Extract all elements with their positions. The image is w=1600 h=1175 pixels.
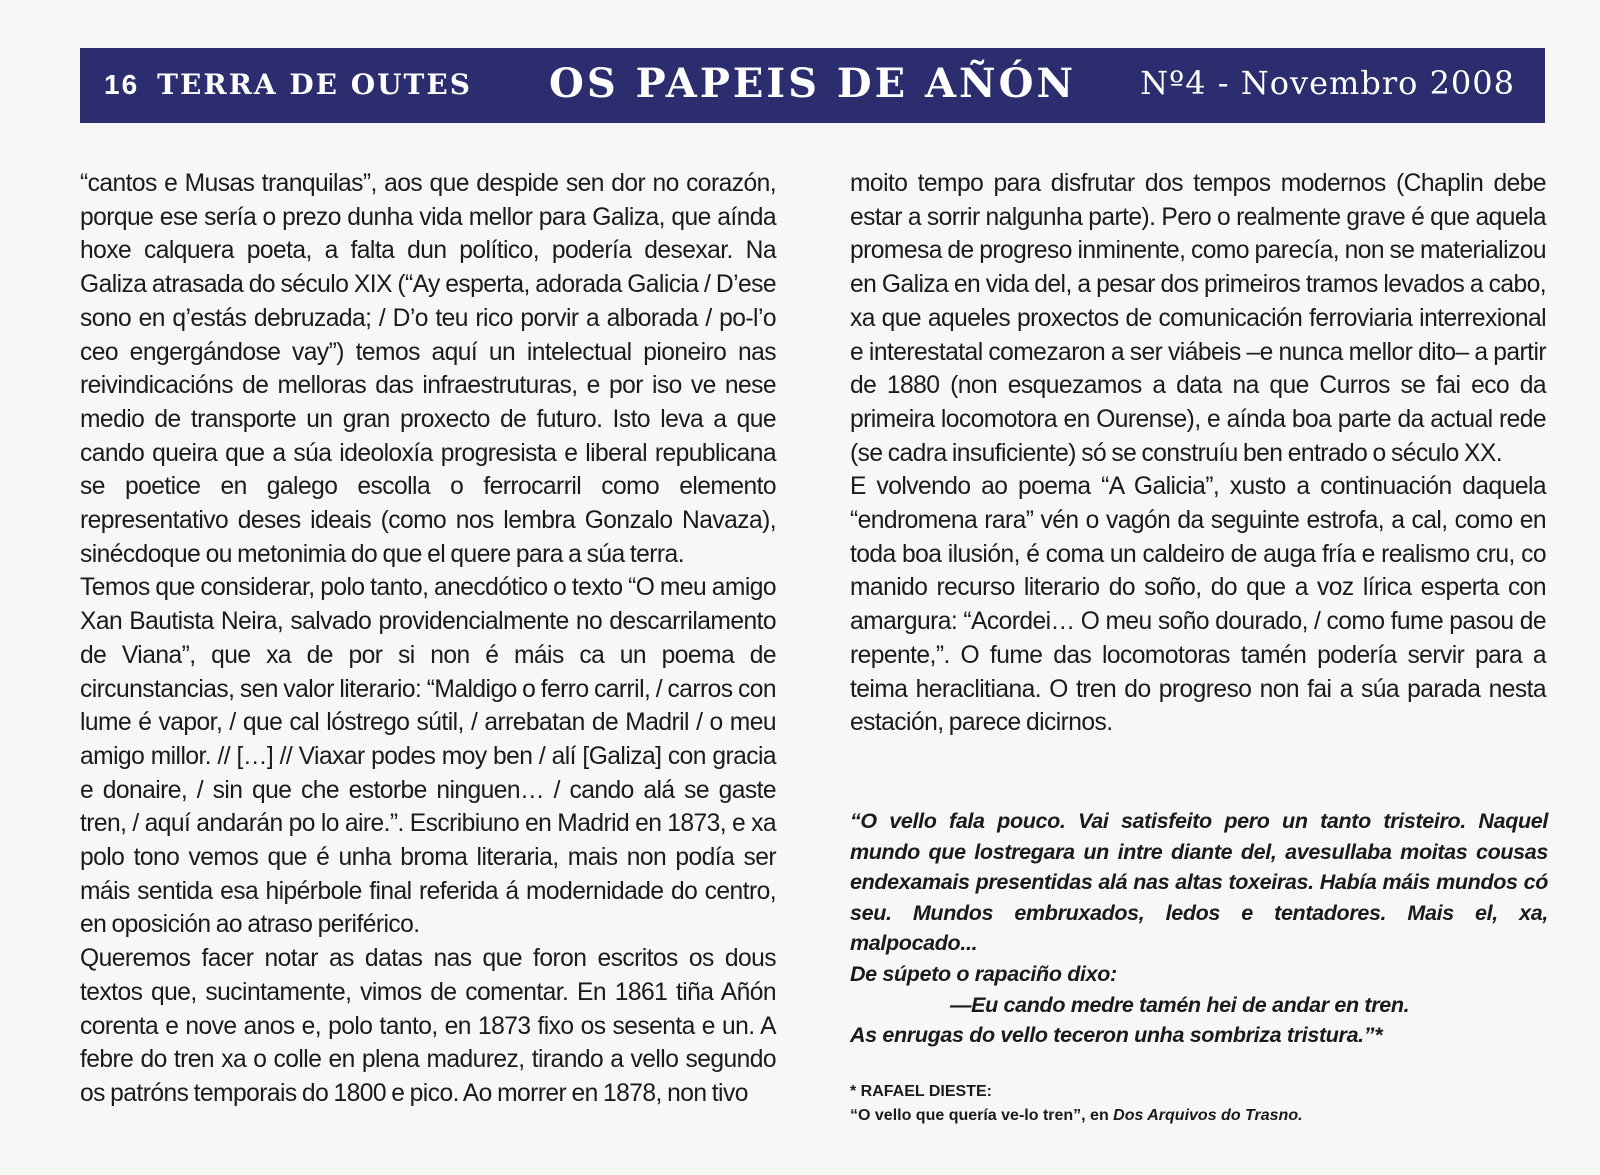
quote-block <box>850 806 1548 1051</box>
footnote-author: * RAFAEL DIESTE: <box>850 1083 992 1100</box>
right-column <box>850 167 1546 740</box>
publication-title: OS PAPEIS DE AÑÓN <box>548 60 1077 107</box>
paragraph: Queremos facer notar as datas nas que foron escritos os dous textos que, sucintamente, vimos de comentar. En 1861 tiña Añón corenta e nove anos e, polo tanto, en 1873 fixo os sesenta e un. A febre do tren xa o colle en plena madurez, tirando a vello segundo os patróns temporais do 1800 e pico. Ao morrer en 1878, non tivo <box>80 945 776 1107</box>
paragraph: “cantos e Musas tranquilas”, aos que despide sen dor no corazón, porque ese sería o prezo dunha vida mellor para Galiza, que aínda hoxe calquera poeta, a falta dun político, podería desexar. Na Galiza atrasada do século XIX (“Ay esperta, adorada Galicia / D’ese sono en q’estás debruzada; / D’o teu rico porvir a alborada / po-l’o ceo engergándose vay”) temos aquí un intelectual pioneiro nas reivindicacións de melloras das infraestruturas, e por iso ve nese medio de transporte un gran proxecto de futuro. Isto leva a que cando queira que a súa ideoloxía progresista e liberal republicana se poetice en galego escolla o ferrocarril como elemento representativo deses ideais (como nos lembra Gonzalo Navaza), sinécdoque ou metonimia do que el quere para a súa terra. <box>80 170 776 568</box>
footnote-source <box>850 1104 1550 1128</box>
page-number: 16 <box>104 69 140 100</box>
paragraph: E volvendo ao poema “A Galicia”, xusto a continuación daquela “endromena rara” vén o vagón da seguinte estrofa, a cal, como en toda boa ilusión, é coma un caldeiro de auga fría e realismo cru, co manido recurso literario do soño, do que a voz lírica esperta con amargura: “Acordei… O meu soño dourado, / como fume pasou de repente,”. O fume das locomotoras tamén podería servir para a teima heraclitiana. O tren do progreso non fai a súa parada nesta estación, parece dicirnos. <box>850 473 1546 737</box>
paragraph: moito tempo para disfrutar dos tempos modernos (Chaplin debe estar a sorrir nalgunha parte). Pero o realmente grave é que aquela promesa de progreso inminente, como parecía, non se materializou en Galiza en vida del, a pesar dos primeiros tramos levados a cabo, xa que aqueles proxectos de comunicación ferroviaria interrexional e interestatal comezaron a ser viábeis –e nunca mellor dito– a partir de 1880 (non esquezamos a data na que Curros se fai eco da primeira locomotora en Ourense), e aínda boa parte da actual rede (se cadra insuficiente) só se construíu ben entrado o século XX. <box>850 170 1546 467</box>
quote-line: As enrugas do vello teceron unha sombriza tristura.”* <box>850 1023 1383 1048</box>
page-header <box>80 48 1545 123</box>
footnote-source-prefix: “O vello que quería ve-lo tren”, en <box>850 1107 1114 1124</box>
left-column <box>80 167 776 1111</box>
section-name: TERRA DE OUTES <box>157 68 472 101</box>
quote-paragraph: “O vello fala pouco. Vai satisfeito pero un tanto tristeiro. Naquel mundo que lostregara un intre diante del, avesullaba moitas cousas endexamais presentidas alá nas altas toxeiras. Había máis mundos có seu. Mundos embruxados, ledos e tentadores. Mais el, xa, malpocado... <box>850 809 1548 956</box>
quote-dialogue: —Eu cando medre tamén hei de andar en tren. <box>950 992 1410 1017</box>
issue-info: Nº4 - Novembro 2008 <box>1140 64 1515 102</box>
paragraph: Temos que considerar, polo tanto, anecdótico o texto “O meu amigo Xan Bautista Neira, salvado providencialmente no descarrilamento de Viana”, que xa de por si non é máis ca un poema de circunstancias, sen valor literario: “Maldigo o ferro carril, / carros con lume é vapor, / que cal lóstrego sútil, / arrebatan de Madril / o meu amigo millor. // […] // Viaxar podes moy ben / alí [Galiza] con gracia e donaire, / sin que che estorbe ninguen… / cando alá se gaste tren, / aquí andarán po lo aire.”. Escribiuno en Madrid en 1873, e xa polo tono vemos que é unha broma literaria, mais non podía ser máis sentida esa hipérbole final referida á modernidade do centro, en oposición ao atraso periférico. <box>80 574 776 939</box>
quote-line: De súpeto o rapaciño dixo: <box>850 961 1117 986</box>
footnote <box>850 1080 1550 1128</box>
footnote-book: Dos Arquivos do Trasno. <box>1113 1107 1303 1124</box>
